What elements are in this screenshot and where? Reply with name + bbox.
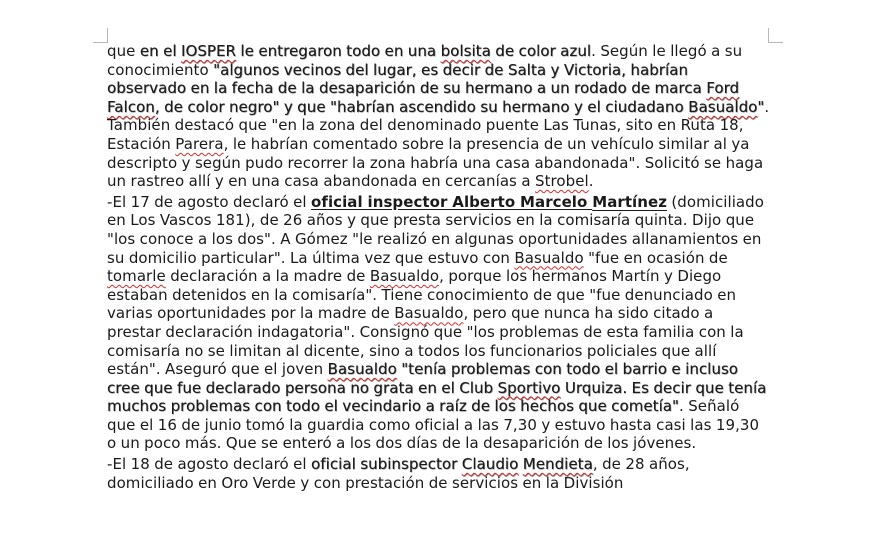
text-run: , pero que nunca ha sido citado a prestar declaración indagatoria". Consignó que "los problemas de esta familia con la comisaría no se limitan al dicente, sino a todos los funcionarios policiales que allí están". Aseguró que el joven [107,304,744,379]
page-corner-mark-top-right [768,28,783,43]
text-run: "fue en ocasión de [583,248,728,267]
text-run: (domiciliado en Los Vascos 181), de 26 años y que presta servicios en la comisaría quinta. Dijo que "los conoce a los dos". A Gómez "le realizó en algunas oportunidades allanamientos en su domicilio particular". La última vez que estuvo con [107,192,764,267]
text-run: "algunos vecinos del lugar, es decir de Salta y Victoria, habrían observado en la fecha de la desaparición de su hermano a un rodado de marca [107,60,707,98]
misspelled-word: Mendieta [522,455,593,474]
misspelled-word: bolsita [440,42,491,60]
text-run: declaración a la madre de [165,267,370,286]
misspelled-word: Basualdo [327,360,397,379]
misspelled-word: Ford Falcon [107,79,740,116]
misspelled-word: Sportivo [497,378,561,397]
misspelled-word: Basualdo [688,97,758,116]
text-run: , de color negro" y que "habrían ascendido su hermano y el ciudadano [154,97,689,116]
misspelled-word: Basualdo [369,267,440,286]
document-body[interactable] [107,42,771,492]
text-run: " [757,97,765,116]
text-run: , porque los hermanos Martín y Diego estaban detenidos en la comisaría". Tiene conocimiento de que "fue denunciado en varias oportunidades por la madre de [107,267,737,323]
text-run: le entregaron todo en una [236,42,441,60]
text-run: . Según le llegó a su conocimiento [107,42,743,79]
misspelled-word: Parera [175,134,224,153]
misspelled-word: Martínez [592,192,667,211]
text-run: Urquiza. Es decir que tenía muchos problemas con todo el vecindario a raíz de los hechos que cometía" [107,378,767,416]
misspelled-word: Claudio [461,455,519,474]
misspelled-word: tomarle [107,267,166,286]
text-run: . También destacó que "en la zona del denominado puente Las Tunas, sito en Ruta 18, Estación [107,97,770,153]
paragraph[interactable] [107,42,771,191]
text-run: , le habrían comentado sobre la presencia de un vehículo similar al ya descripto y según pudo recorrer la zona habría una casa abandonada". Solicitó se haga un rastreo allí y en una casa abandonada en cercanías a [107,134,764,191]
text-run: -El 18 de agosto declaró el [107,455,312,474]
misspelled-word: Basualdo [394,304,464,323]
text-run: -El 17 de agosto declaró el [107,192,312,211]
misspelled-word: Basualdo [514,248,584,267]
text-run: de color azul [490,42,592,60]
paragraph[interactable] [107,455,771,492]
text-run: en el [139,42,181,60]
paragraph[interactable] [107,193,771,453]
page-corner-mark-top-left [93,28,108,43]
text-run: oficial inspector Alberto Marcelo [311,192,593,211]
text-run: que [107,42,140,60]
text-run: oficial subinspector [311,455,462,474]
text-run: . [588,172,594,191]
misspelled-word: Strobel [535,172,589,191]
text-run: , de 28 años, domiciliado en Oro Verde y con prestación de servicios en la División [107,455,690,492]
text-run: . Señaló que el 16 de junio tomó la guardia como oficial a las 7,30 y estuvo hasta casi las 19,30 o un poco más. Que se enteró a los dos días de la desaparición de los jóvenes. [107,397,760,453]
misspelled-word: IOSPER [181,42,236,60]
text-run: "tenía problemas con todo el barrio e incluso cree que fue declarado persona no grata en el Club [107,360,739,397]
